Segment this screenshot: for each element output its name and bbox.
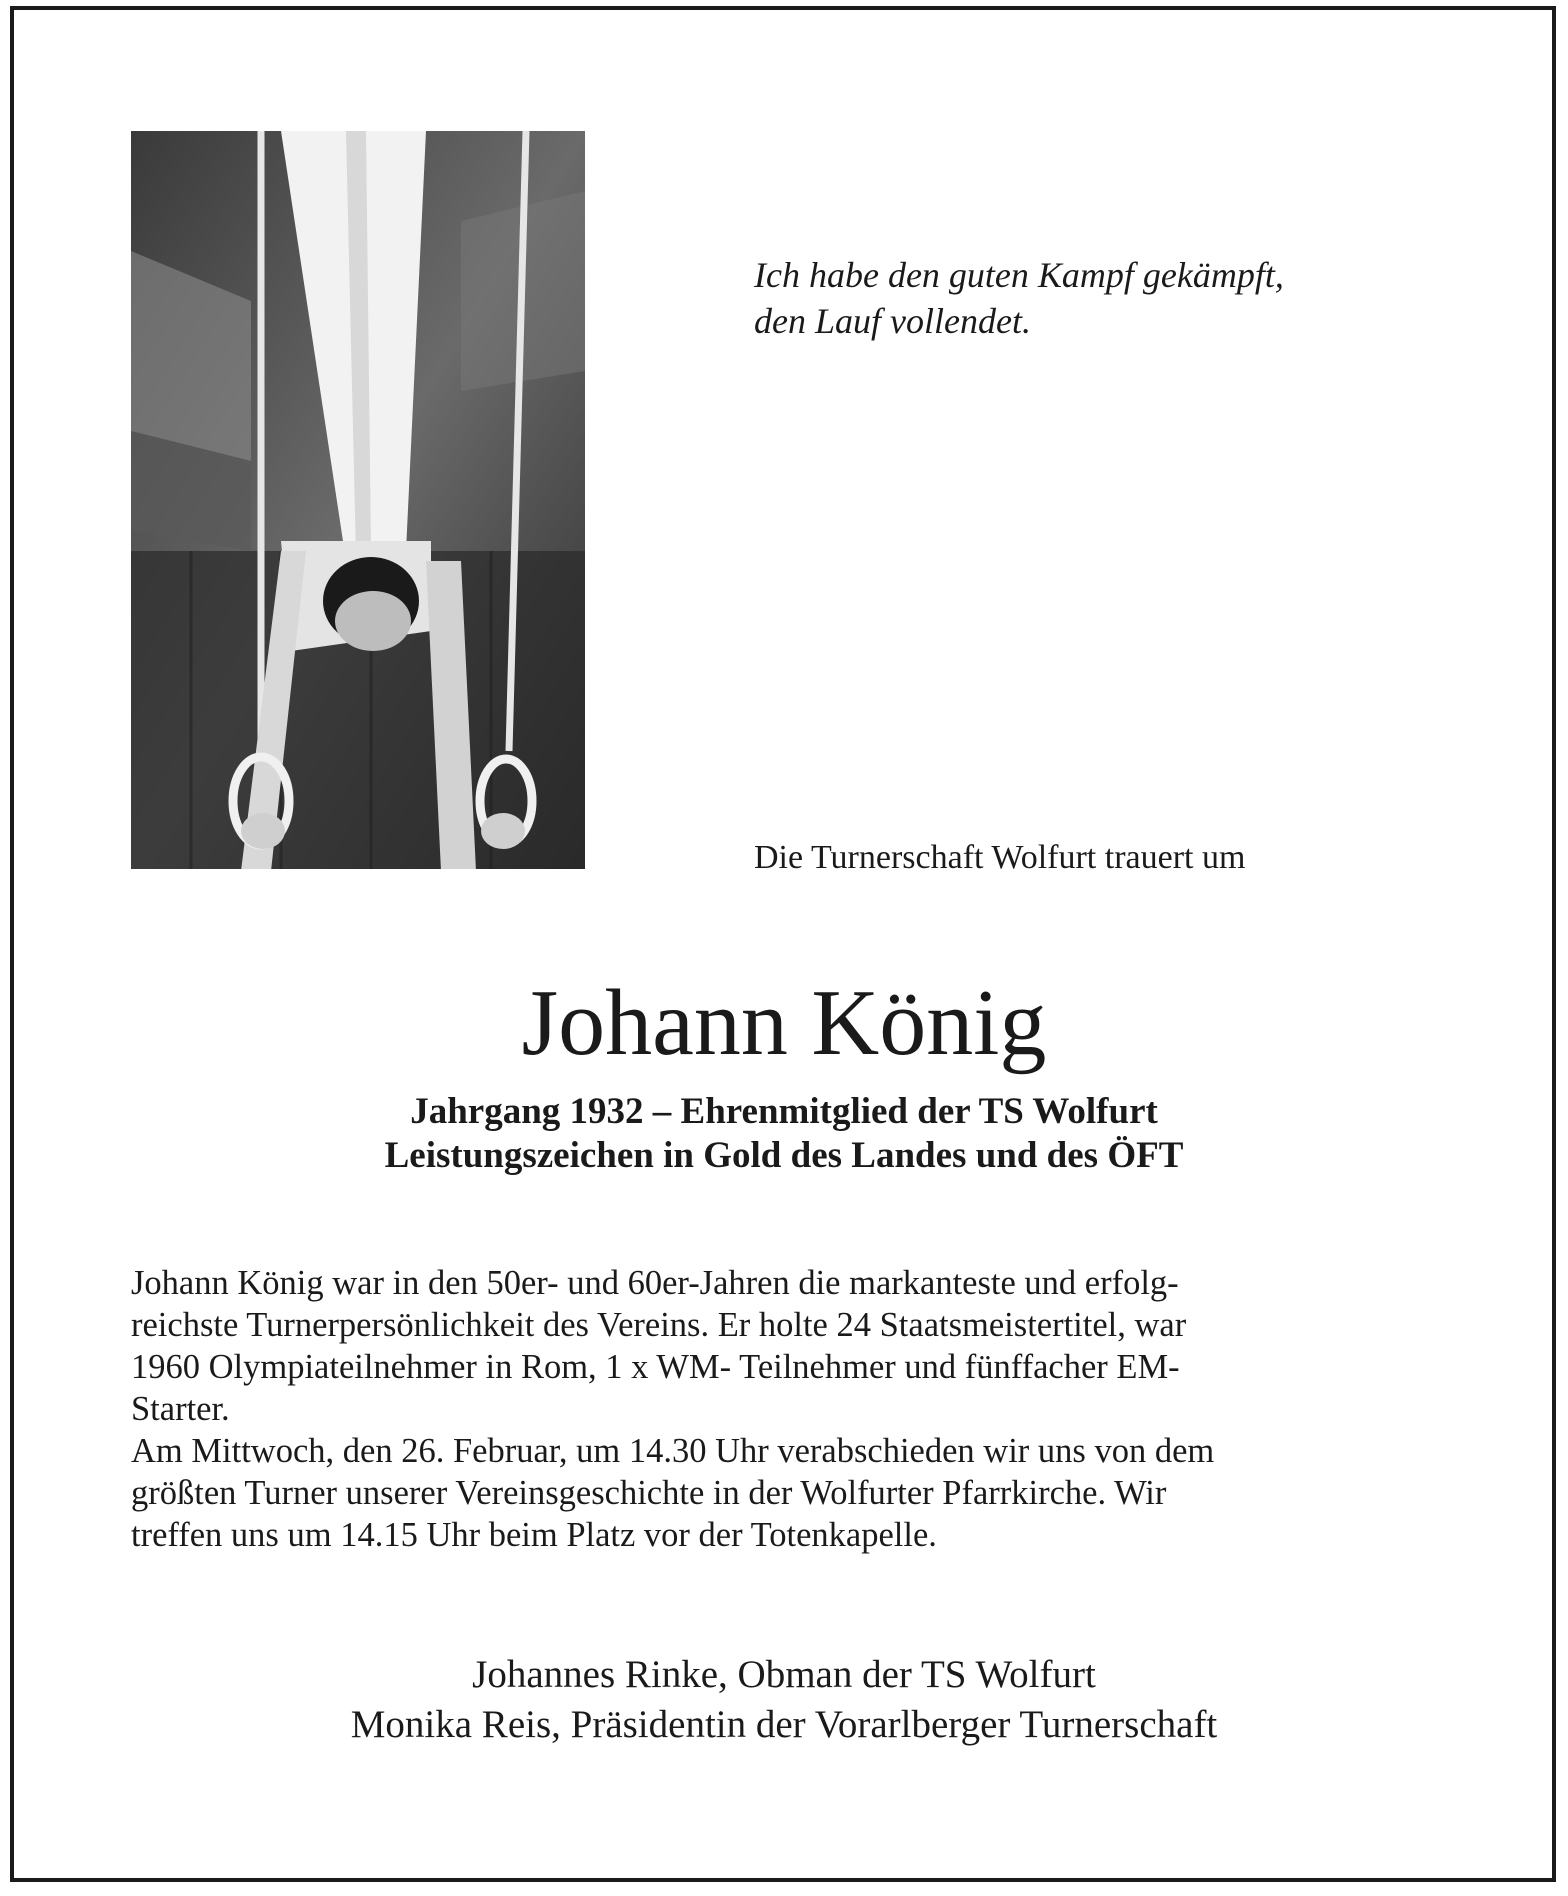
quote xyxy=(754,252,1454,344)
deceased-name: Johann König xyxy=(521,971,1047,1075)
quote-line-1: Ich habe den guten Kampf gekämpft, xyxy=(754,255,1284,295)
body-line: Starter. xyxy=(131,1390,230,1428)
body-line: 1960 Olympiateilnehmer in Rom, 1 x WM- Teilnehmer und fünffacher EM- xyxy=(131,1348,1180,1386)
gymnast-on-rings-icon xyxy=(131,131,585,869)
subtitle-line-2: Leistungszeichen in Gold des Landes und des ÖFT xyxy=(384,1135,1184,1176)
body-line: reichste Turnerpersönlichkeit des Vereins. Er holte 24 Staatsmeistertitel, war xyxy=(131,1306,1187,1344)
quote-line-2: den Lauf vollendet. xyxy=(754,301,1031,341)
subtitle-line-1: Jahrgang 1932 – Ehrenmitglied der TS Wolfurt xyxy=(410,1091,1158,1132)
body-line: größten Turner unserer Vereinsgeschichte in der Wolfurter Pfarrkirche. Wir xyxy=(131,1474,1167,1512)
body-line: treffen uns um 14.15 Uhr beim Platz vor der Totenkapelle. xyxy=(131,1516,937,1554)
body-text xyxy=(131,1262,1441,1556)
signature-line-1: Johannes Rinke, Obman der TS Wolfurt xyxy=(472,1653,1096,1696)
signature-line-2: Monika Reis, Präsidentin der Vorarlberger Turnerschaft xyxy=(350,1703,1218,1746)
intro-text: Die Turnerschaft Wolfurt trauert um xyxy=(754,839,1246,876)
body-line: Am Mittwoch, den 26. Februar, um 14.30 Uhr verabschieden wir uns von dem xyxy=(131,1432,1215,1470)
gymnast-photo xyxy=(131,131,585,869)
signatures xyxy=(0,1650,1568,1750)
subtitle xyxy=(0,1090,1568,1178)
body-line: Johann König war in den 50er- und 60er-Jahren die markanteste und erfolg- xyxy=(131,1264,1179,1302)
